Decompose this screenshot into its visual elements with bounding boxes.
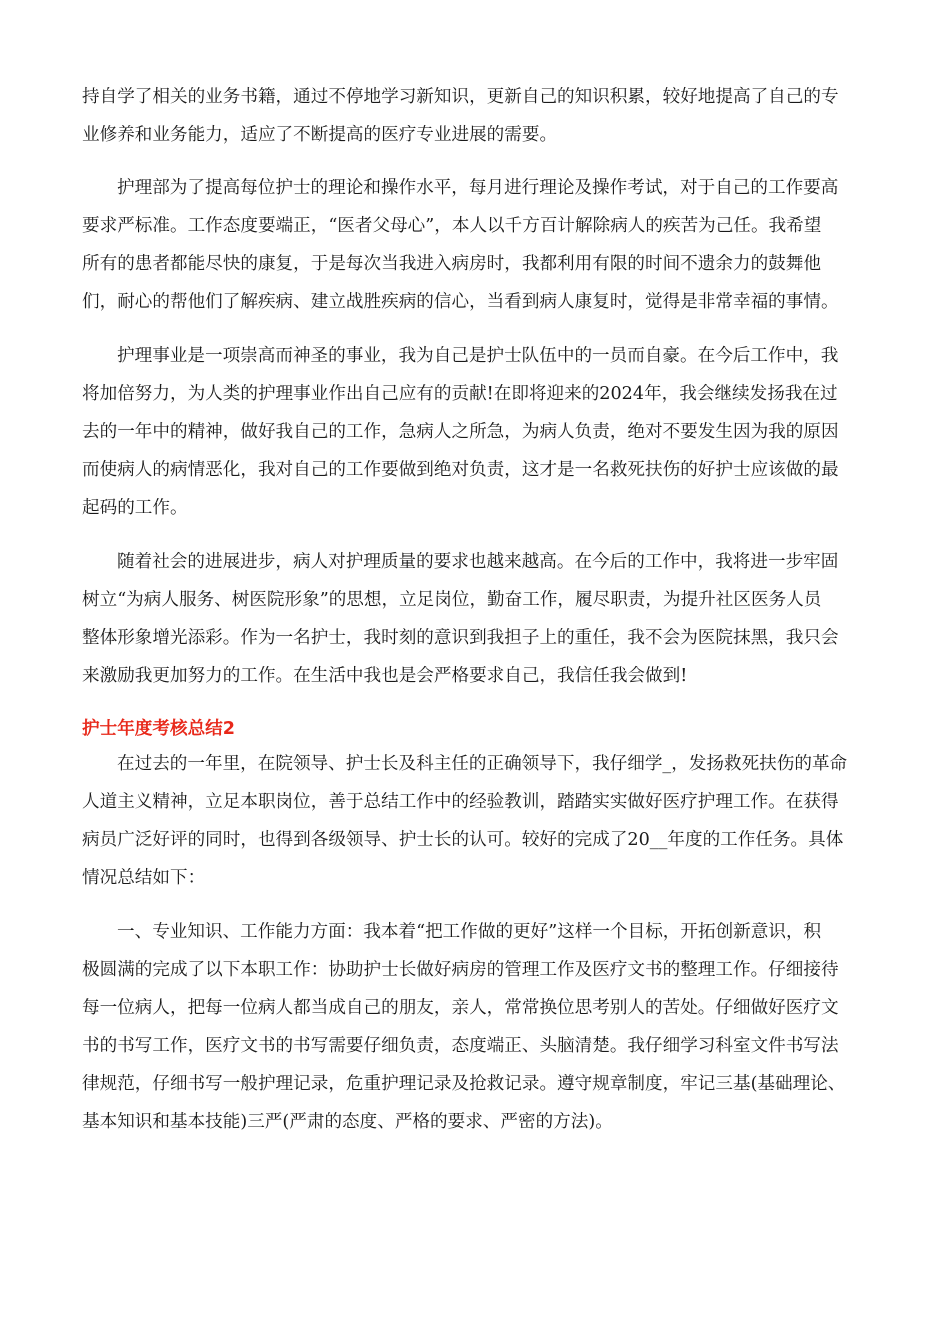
paragraph-line: 情况总结如下：: [82, 868, 206, 888]
paragraph-line: 人道主义精神，立足本职岗位，善于总结工作中的经验教训，踏踏实实做好医疗护理工作。在获得: [82, 792, 839, 812]
paragraph-line: 持自学了相关的业务书籍，通过不停地学习新知识，更新自己的知识积累，较好地提高了自己的专: [82, 87, 839, 107]
paragraph-line: 基本知识和基本技能)三严(严肃的态度、严格的要求、严密的方法)。: [82, 1112, 613, 1132]
paragraph-line: 树立“为病人服务、树医院形象”的思想，立足岗位，勤奋工作，履尽职责，为提升社区医务人员: [82, 590, 822, 610]
paragraph-line: 律规范，仔细书写一般护理记录，危重护理记录及抢救记录。遵守规章制度，牢记三基(基础理论、: [82, 1074, 846, 1094]
paragraph-line: 将加倍努力，为人类的护理事业作出自己应有的贡献!在即将迎来的2024年，我会继续发扬我在过: [82, 384, 838, 404]
paragraph-line: 一、专业知识、工作能力方面：我本着“把工作做的更好”这样一个目标，开拓创新意识，积: [117, 922, 822, 942]
paragraph-line: 病员广泛好评的同时，也得到各级领导、护士长的认可。较好的完成了20__年度的工作任务。具体: [82, 830, 844, 850]
paragraph-line: 来激励我更加努力的工作。在生活中我也是会严格要求自己，我信任我会做到!: [82, 666, 688, 686]
paragraph-line: 护理部为了提高每位护士的理论和操作水平，每月进行理论及操作考试，对于自己的工作要高: [117, 178, 839, 198]
paragraph-line: 业修养和业务能力，适应了不断提高的医疗专业进展的需要。: [82, 125, 558, 145]
paragraph-line: 要求严标准。工作态度要端正，“医者父母心”，本人以千方百计解除病人的疾苦为己任。我希望: [82, 216, 822, 236]
paragraph-line: 起码的工作。: [82, 498, 188, 518]
paragraph-line: 去的一年中的精神，做好我自己的工作，急病人之所急，为病人负责，绝对不要发生因为我的原因: [82, 422, 839, 442]
paragraph-line: 书的书写工作，医疗文书的书写需要仔细负责，态度端正、头脑清楚。我仔细学习科室文件书写法: [82, 1036, 839, 1056]
paragraph-line: 每一位病人，把每一位病人都当成自己的朋友，亲人，常常换位思考别人的苦处。仔细做好医疗文: [82, 998, 839, 1018]
paragraph-line: 极圆满的完成了以下本职工作：协助护士长做好病房的管理工作及医疗文书的整理工作。仔细接待: [82, 960, 839, 980]
paragraph-line: 所有的患者都能尽快的康复，于是每次当我进入病房时，我都利用有限的时间不遗余力的鼓舞他: [82, 254, 821, 274]
paragraph-line: 随着社会的进展进步，病人对护理质量的要求也越来越高。在今后的工作中，我将进一步牢固: [117, 552, 839, 572]
paragraph-line: 而使病人的病情恶化，我对自己的工作要做到绝对负责，这才是一名救死扶伤的好护士应该做的最: [82, 460, 839, 480]
paragraph-line: 整体形象增光添彩。作为一名护士，我时刻的意识到我担子上的重任，我不会为医院抹黑，我只会: [82, 628, 839, 648]
paragraph-line: 护理事业是一项崇高而神圣的事业，我为自己是护士队伍中的一员而自豪。在今后工作中，我: [117, 346, 839, 366]
section-heading: 护士年度考核总结2: [82, 719, 235, 739]
paragraph-line: 在过去的一年里，在院领导、护士长及科主任的正确领导下，我仔细学_，发扬救死扶伤的革命: [117, 754, 848, 774]
paragraph-line: 们，耐心的帮他们了解疾病、建立战胜疾病的信心，当看到病人康复时，觉得是非常幸福的事情。: [82, 292, 839, 312]
